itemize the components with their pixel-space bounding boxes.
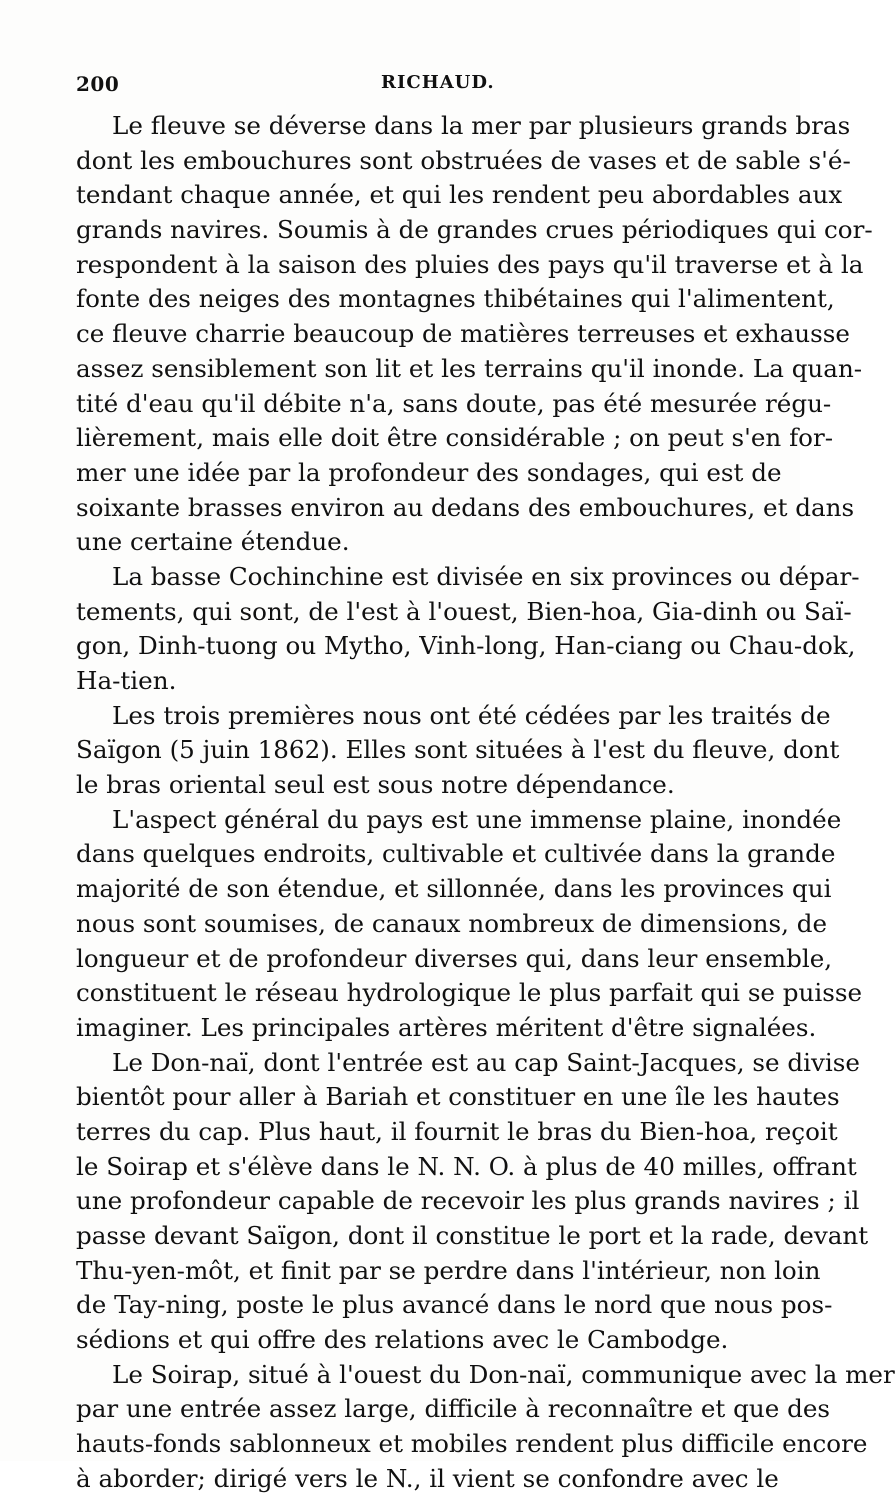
text-line: soixante brasses environ au dedans des embouchures, et dans: [76, 492, 855, 522]
text-line: fonte des neiges des montagnes thibétaines qui l'alimentent,: [76, 284, 835, 314]
text-line: bientôt pour aller à Bariah et constituer en une île les hautes: [76, 1082, 840, 1112]
text-line: L'aspect général du pays est une immense plaine, inondée: [112, 804, 842, 834]
text-line: gon, Dinh-tuong ou Mytho, Vinh-long, Han-ciang ou Chau-dok,: [76, 631, 856, 661]
text-line: constituent le réseau hydrologique le plus parfait qui se puisse: [76, 978, 863, 1008]
paragraph: [76, 560, 860, 699]
text-line: Ha-tien.: [76, 666, 177, 695]
paragraph: [76, 1046, 869, 1358]
text-line: Les trois premières nous ont été cédées par les traités de: [112, 700, 831, 730]
text-line: tements, qui sont, de l'est à l'ouest, Bien-hoa, Gia-dinh ou Saï-: [76, 596, 852, 626]
text-line: passe devant Saïgon, dont il constitue le port et la rade, devant: [76, 1221, 869, 1250]
text-line: tité d'eau qu'il débite n'a, sans doute, pas été mesurée régu-: [76, 388, 832, 418]
text-line: Saïgon (5 juin 1862). Elles sont situées à l'est du fleuve, dont: [76, 735, 840, 765]
text-line: Le Don-naï, dont l'entrée est au cap Saint-Jacques, se divise: [112, 1047, 860, 1077]
paragraph: [76, 803, 863, 1046]
text-line: longueur et de profondeur diverses qui, dans leur ensemble,: [76, 943, 833, 973]
text-line: terres du cap. Plus haut, il fournit le bras du Bien-hoa, reçoit: [76, 1116, 838, 1146]
running-head: RICHAUD.: [381, 72, 495, 93]
text-line: imaginer. Les principales artères méritent d'être signalées.: [76, 1012, 817, 1042]
text-line: grands navires. Soumis à de grandes crues périodiques qui cor-: [76, 215, 873, 245]
text-line: mer une idée par la profondeur des sondages, qui est de: [76, 457, 782, 487]
text-line: assez sensiblement son lit et les terrains qu'il inonde. La quan-: [76, 353, 863, 383]
text-line: sédions et qui offre des relations avec le Cambodge.: [76, 1325, 729, 1355]
text-line: Le fleuve se déverse dans la mer par plusieurs grands bras: [112, 111, 851, 140]
text-line: une profondeur capable de recevoir les plus grands navires ; il: [76, 1186, 860, 1216]
text-line: le Soirap et s'élève dans le N. N. O. à plus de 40 milles, offrant: [76, 1151, 857, 1181]
text-line: le bras oriental seul est sous notre dépendance.: [76, 770, 675, 800]
page-header: [76, 72, 766, 102]
paragraph: [76, 109, 873, 560]
page-number: 200: [76, 72, 120, 96]
text-line: dont les embouchures sont obstruées de vases et de sable s'é-: [76, 145, 851, 175]
text-line: respondent à la saison des pluies des pays qu'il traverse et à la: [76, 249, 864, 279]
text-line: dans quelques endroits, cultivable et cultivée dans la grande: [76, 839, 836, 869]
text-line: une certaine étendue.: [76, 527, 350, 557]
text-line: ce fleuve charrie beaucoup de matières terreuses et exhausse: [76, 319, 850, 349]
text-line: tendant chaque année, et qui les rendent peu abordables aux: [76, 180, 843, 210]
text-line: par une entrée assez large, difficile à reconnaître et que des: [76, 1394, 830, 1424]
text-line: La basse Cochinchine est divisée en six provinces ou dépar-: [112, 561, 860, 591]
text-line: nous sont soumises, de canaux nombreux de dimensions, de: [76, 908, 828, 938]
body-text: [76, 109, 895, 1497]
text-line: de Tay-ning, poste le plus avancé dans le nord que nous pos-: [76, 1290, 833, 1320]
paragraph: [76, 699, 840, 803]
text-line: Le Soirap, situé à l'ouest du Don-naï, communique avec la mer: [112, 1359, 895, 1389]
text-line: majorité de son étendue, et sillonnée, dans les provinces qui: [76, 874, 832, 904]
paragraph: [76, 1358, 895, 1497]
text-line: à aborder; dirigé vers le N., il vient se confondre avec le: [76, 1463, 779, 1493]
text-line: Thu-yen-môt, et finit par se perdre dans l'intérieur, non loin: [76, 1255, 821, 1285]
text-line: lièrement, mais elle doit être considérable ; on peut s'en for-: [76, 423, 834, 453]
text-line: hauts-fonds sablonneux et mobiles rendent plus difficile encore: [76, 1429, 868, 1459]
